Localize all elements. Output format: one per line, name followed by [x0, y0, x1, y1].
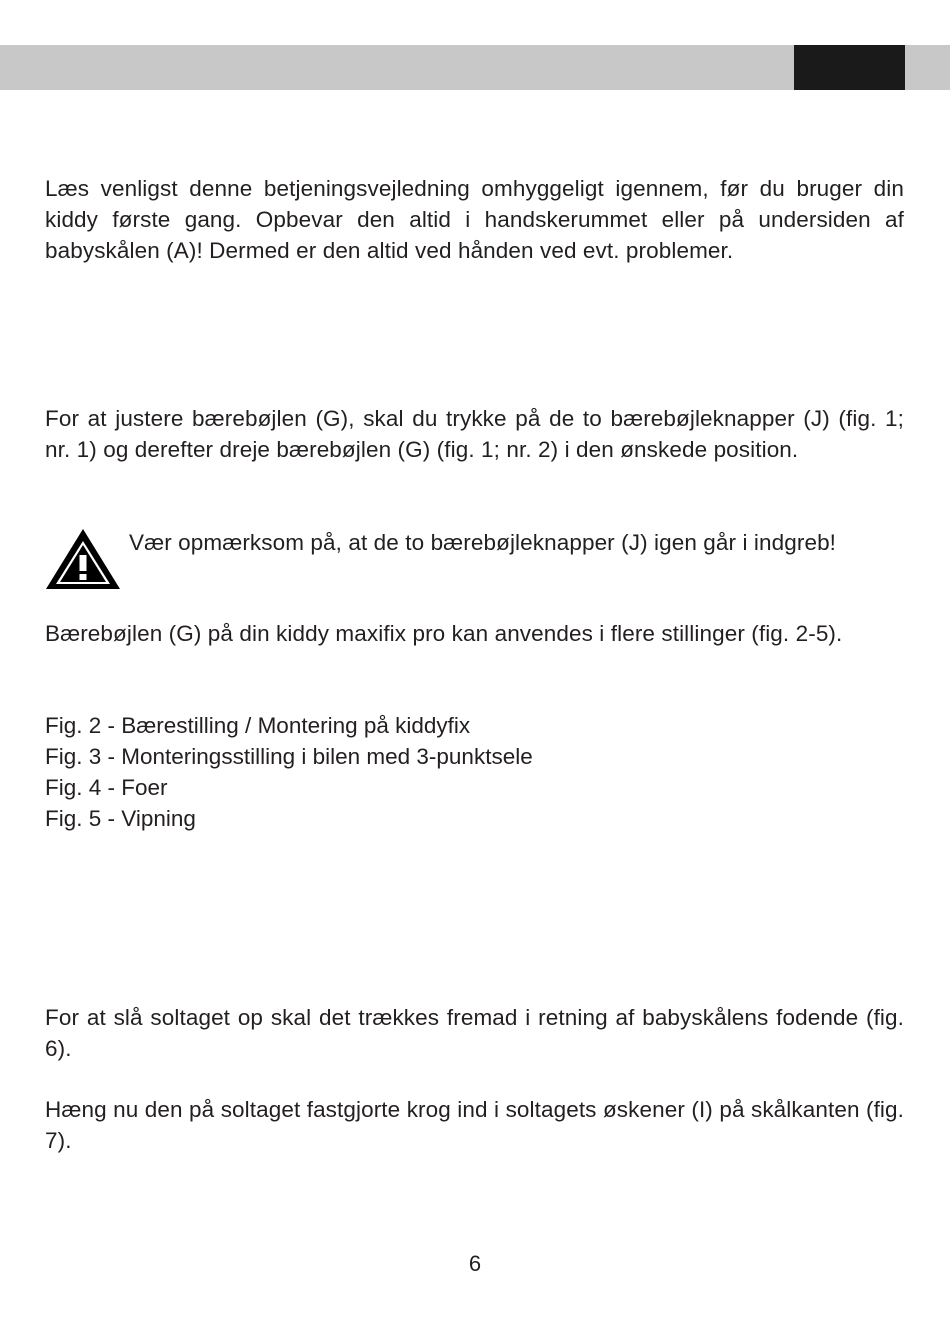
page-number: 6 [468, 1251, 482, 1276]
list-item: Fig. 5 - Vipning [45, 806, 196, 831]
warning-text: Vær opmærksom på, at de to bærebøjleknapper (J) igen går i indgreb! [129, 530, 837, 555]
list-item: Fig. 2 - Bærestilling / Montering på kiddyfix [45, 713, 471, 738]
list-item: Fig. 4 - Foer [45, 775, 168, 800]
intro-paragraph: Læs venligst denne betjeningsvejledning omhyggeligt igennem, før du bruger din kiddy første gang. Opbevar den altid i handskerummet eller på undersiden af babyskålen (A)! Dermed er den altid ved hånden ved evt. problemer. [45, 176, 904, 263]
handle-instruction-paragraph: For at justere bærebøjlen (G), skal du trykke på de to bærebøjleknapper (J) (fig. 1; nr. 1) og derefter dreje bærebøjlen (G) (fig. 1; nr. 2) i den ønskede position. [45, 406, 904, 462]
sunshade-open-paragraph: For at slå soltaget op skal det trækkes fremad i retning af babyskålens fodende (fig. 6). [45, 1005, 904, 1061]
list-item: Fig. 3 - Monteringsstilling i bilen med 3-punktsele [45, 744, 533, 769]
positions-intro-paragraph: Bærebøjlen (G) på din kiddy maxifix pro kan anvendes i flere stillinger (fig. 2-5). [45, 621, 843, 646]
positions-list [45, 710, 533, 834]
header-block [794, 45, 905, 90]
sunshade-hook-paragraph: Hæng nu den på soltaget fastgjorte krog ind i soltagets øskener (I) på skålkanten (fig. 7). [45, 1097, 904, 1153]
warning-triangle-icon [44, 527, 122, 591]
